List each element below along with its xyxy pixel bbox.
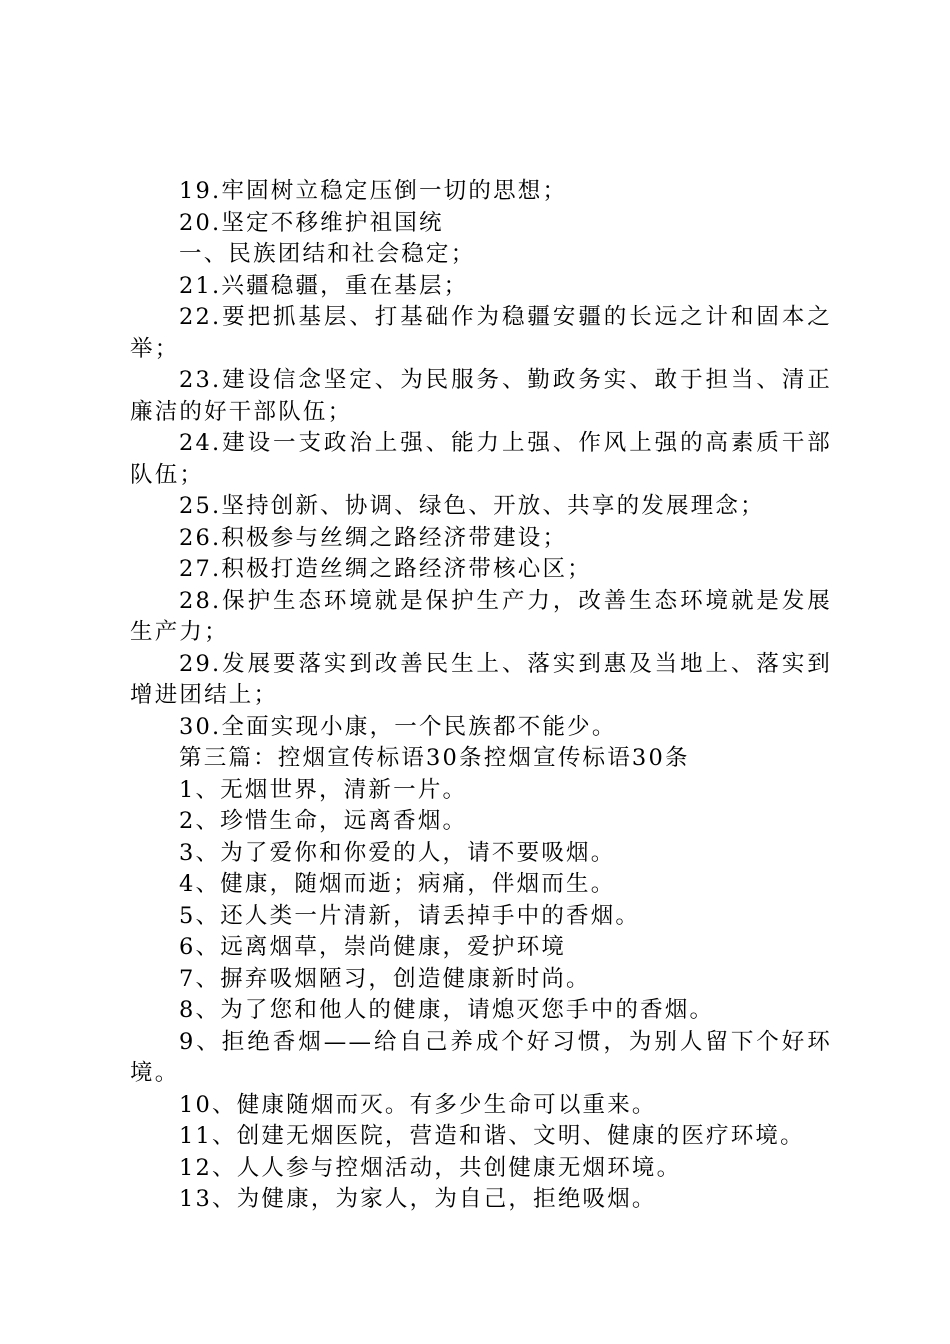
paragraph: 26.积极参与丝绸之路经济带建设； — [179, 524, 568, 551]
paragraph: 13、为健康，为家人，为自己，拒绝吸烟。 — [179, 1186, 657, 1212]
paragraph: 4、健康，随烟而逝；病痛，伴烟而生。 — [179, 871, 616, 897]
paragraph: 29.发展要落实到改善民生上、落实到惠及当地上、落实到增进团结上； — [130, 650, 832, 708]
paragraph: 22.要把抓基层、打基础作为稳疆安疆的长远之计和固本之举； — [130, 304, 832, 362]
paragraph: 10、健康随烟而灭。有多少生命可以重来。 — [179, 1091, 657, 1118]
paragraph: 27.积极打造丝绸之路经济带核心区； — [179, 556, 592, 582]
section-heading: 第三篇：控烟宣传标语30条控烟宣传标语30条 — [179, 745, 690, 771]
paragraph: 30.全面实现小康，一个民族都不能少。 — [179, 713, 617, 740]
paragraph: 19.牢固树立稳定压倒一切的思想； — [179, 178, 568, 204]
paragraph: 23.建设信念坚定、为民服务、勤政务实、敢于担当、清正廉洁的好干部队伍； — [130, 367, 832, 425]
document-body — [130, 176, 832, 1216]
paragraph: 11、创建无烟医院，营造和谐、文明、健康的医疗环境。 — [179, 1123, 805, 1149]
paragraph: 24.建设一支政治上强、能力上强、作风上强的高素质干部队伍； — [130, 430, 832, 488]
paragraph: 20.坚定不移维护祖国统 — [179, 209, 444, 236]
paragraph: 2、珍惜生命，远离香烟。 — [179, 808, 468, 834]
paragraph: 12、人人参与控烟活动，共创健康无烟环境。 — [179, 1154, 682, 1181]
paragraph: 8、为了您和他人的健康，请熄灭您手中的香烟。 — [179, 997, 715, 1023]
paragraph: 25.坚持创新、协调、绿色、开放、共享的发展理念； — [179, 493, 765, 519]
paragraph: 21.兴疆稳疆，重在基层； — [179, 272, 469, 299]
paragraph: 一、民族团结和社会稳定； — [179, 241, 476, 267]
paragraph: 9、拒绝香烟——给自己养成个好习惯，为别人留下个好环境。 — [130, 1028, 832, 1086]
paragraph: 28.保护生态环境就是保护生产力，改善生态环境就是发展生产力； — [130, 587, 832, 645]
paragraph: 3、为了爱你和你爱的人，请不要吸烟。 — [179, 839, 616, 866]
paragraph: 7、摒弃吸烟陋习，创造健康新时尚。 — [179, 965, 591, 992]
paragraph: 5、还人类一片清新，请丢掉手中的香烟。 — [179, 902, 641, 929]
paragraph: 6、远离烟草，崇尚健康，爱护环境 — [179, 934, 567, 960]
paragraph: 1、无烟世界，清新一片。 — [179, 776, 468, 803]
